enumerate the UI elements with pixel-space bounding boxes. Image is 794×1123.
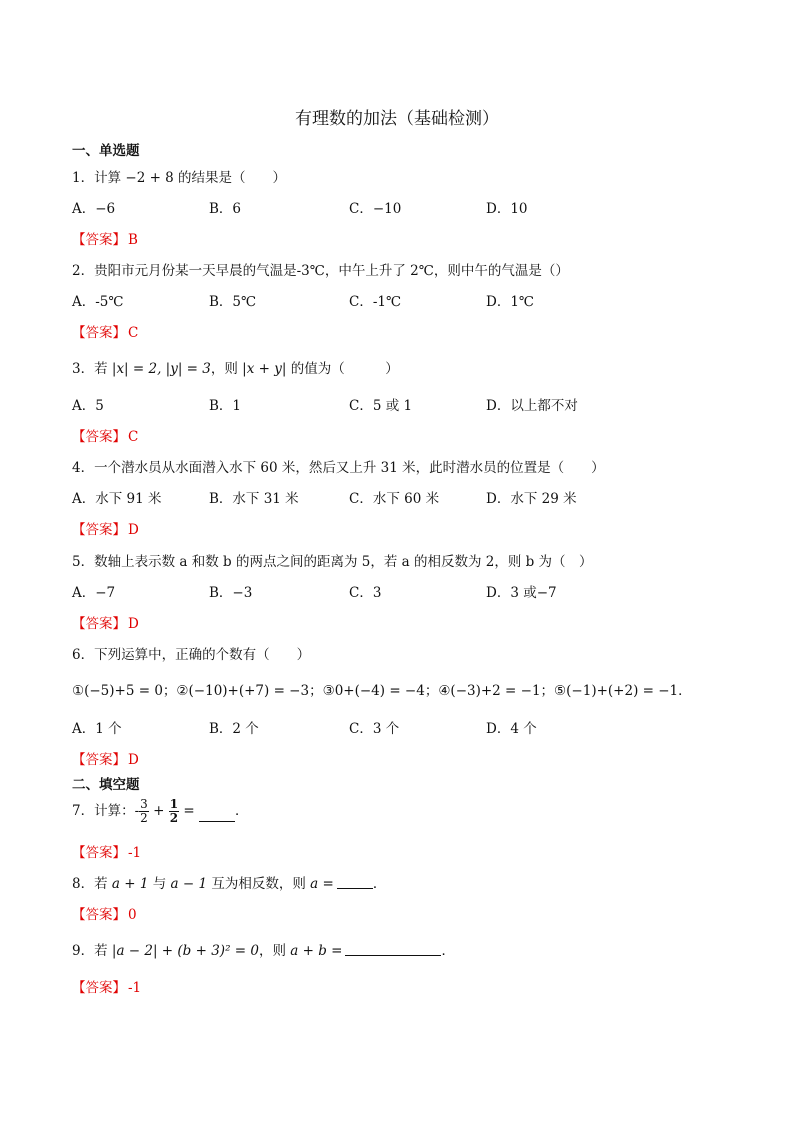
question-7-answer [72,841,141,861]
question-8-prefix: 8．若 [72,876,112,892]
question-6-option-d: D．4 个 [486,721,537,737]
question-1-text: 1．计算 −2 + 8 的结果是（ ） [72,170,287,186]
answer-value: -1 [128,845,142,861]
question-1-option-b: B．6 [209,201,242,217]
question-3-option-d: D．以上都不对 [486,398,578,414]
answer-label: 【答案】 [72,522,126,538]
question-3-mid: ，则 [210,361,243,377]
question-5-option-b: B．−3 [209,585,253,601]
question-8-mid-2: 互为相反数，则 [207,876,311,892]
question-5-text: 5．数轴上表示数 a 和数 b 的两点之间的距离为 5，若 a 的相反数为 2，则 b 为（ ） [72,554,593,570]
question-1-answer [72,228,138,248]
question-3-prefix: 3．若 [72,361,112,377]
question-4-text: 4．一个潜水员从水面潜入水下 60 米，然后又上升 31 米，此时潜水员的位置是（ ） [72,460,605,476]
answer-value: C [128,325,139,341]
answer-value: C [128,429,139,445]
period: ． [234,803,249,819]
question-5-option-a: A．−7 [72,585,116,601]
question-3-option-c: C．5 或 1 [349,398,413,414]
question-2-option-b: B．5℃ [209,294,257,310]
fraction-three-halves [139,798,149,825]
fraction-numerator: 3 [140,797,148,811]
question-6-text: 6．下列运算中，正确的个数有（ ） [72,647,311,663]
question-3-answer [72,425,138,445]
fraction-denominator: 2 [169,811,179,825]
question-2-answer [72,321,138,341]
answer-label: 【答案】 [72,752,126,768]
question-4-option-d: D．水下 29 米 [486,491,577,507]
answer-label: 【答案】 [72,616,126,632]
question-3-math-2: |x + y| [242,361,287,377]
question-2-option-d: D．1℃ [486,294,535,310]
question-3-option-a: A．5 [72,398,104,414]
question-1-option-c: C．−10 [349,201,402,217]
answer-label: 【答案】 [72,845,126,861]
section-heading-fill-blank: 二、填空题 [72,777,140,793]
question-6-answer [72,748,139,768]
question-6-statements: ①(−5)+5 = 0；②(−10)+(+7) = −3；③0+(−4) = −4；④(−3)+2 = −1；⑤(−1)+(+2) = −1． [72,683,692,699]
answer-label: 【答案】 [72,325,126,341]
question-1-option-d: D．10 [486,201,528,217]
answer-value: D [128,616,139,632]
fraction-one-half [169,798,179,825]
question-9-mid: ，则 [258,943,291,959]
question-7-text [72,798,248,825]
answer-value: D [128,752,139,768]
answer-value: -1 [128,980,142,996]
question-6-option-b: B．2 个 [209,721,259,737]
answer-blank [337,887,373,889]
question-3-math: |x| = 2, |y| = 3 [111,361,211,377]
question-8-math-2: a − 1 [170,876,208,892]
question-9-text [72,939,455,959]
section-heading-single-choice: 一、单选题 [72,143,140,159]
question-4-answer [72,518,139,538]
question-8-math-1: a + 1 [111,876,149,892]
question-9-prefix: 9．若 [72,943,112,959]
question-2-option-c: C．-1℃ [349,294,402,310]
question-5-option-c: C．3 [349,585,382,601]
question-4-option-b: B．水下 31 米 [209,491,299,507]
question-8-mid: 与 [148,876,171,892]
question-6-option-a: A．1 个 [72,721,122,737]
question-9-math: |a − 2| + (b + 3)² = 0 [111,943,259,959]
question-4-option-c: C．水下 60 米 [349,491,440,507]
question-9-math-2: a + b = [290,943,343,959]
question-8-answer [72,903,137,923]
question-2-option-a: A．-5℃ [72,294,124,310]
question-9-answer [72,976,141,996]
period: ． [372,876,387,892]
answer-label: 【答案】 [72,232,126,248]
question-8-text [72,872,386,892]
question-3-suffix: 的值为（ ） [286,361,399,377]
question-3-option-b: B．1 [209,398,242,414]
answer-blank [199,820,235,822]
page-title: 有理数的加法（基础检测） [295,109,499,129]
question-5-answer [72,612,139,632]
answer-value: D [128,522,139,538]
equals-sign: = [179,803,199,819]
question-7-prefix: 7．计算：- [72,803,140,819]
answer-label: 【答案】 [72,429,126,445]
answer-label: 【答案】 [72,907,126,923]
fraction-denominator: 2 [140,811,148,825]
answer-value: B [128,232,138,248]
question-2-text: 2．贵阳市元月份某一天早晨的气温是-3℃，中午上升了 2℃，则中午的气温是（） [72,263,569,279]
question-3-text [72,357,399,377]
answer-label: 【答案】 [72,980,126,996]
question-5-option-d: D．3 或−7 [486,585,557,601]
question-1-option-a: A．−6 [72,201,116,217]
question-8-math-3: a = [310,876,334,892]
period: ． [441,943,455,959]
question-4-option-a: A．水下 91 米 [72,491,162,507]
question-6-option-c: C．3 个 [349,721,400,737]
answer-value: 0 [128,907,137,923]
plus-sign: + [148,803,169,819]
fraction-numerator: 1 [169,797,179,811]
answer-blank [345,954,441,956]
